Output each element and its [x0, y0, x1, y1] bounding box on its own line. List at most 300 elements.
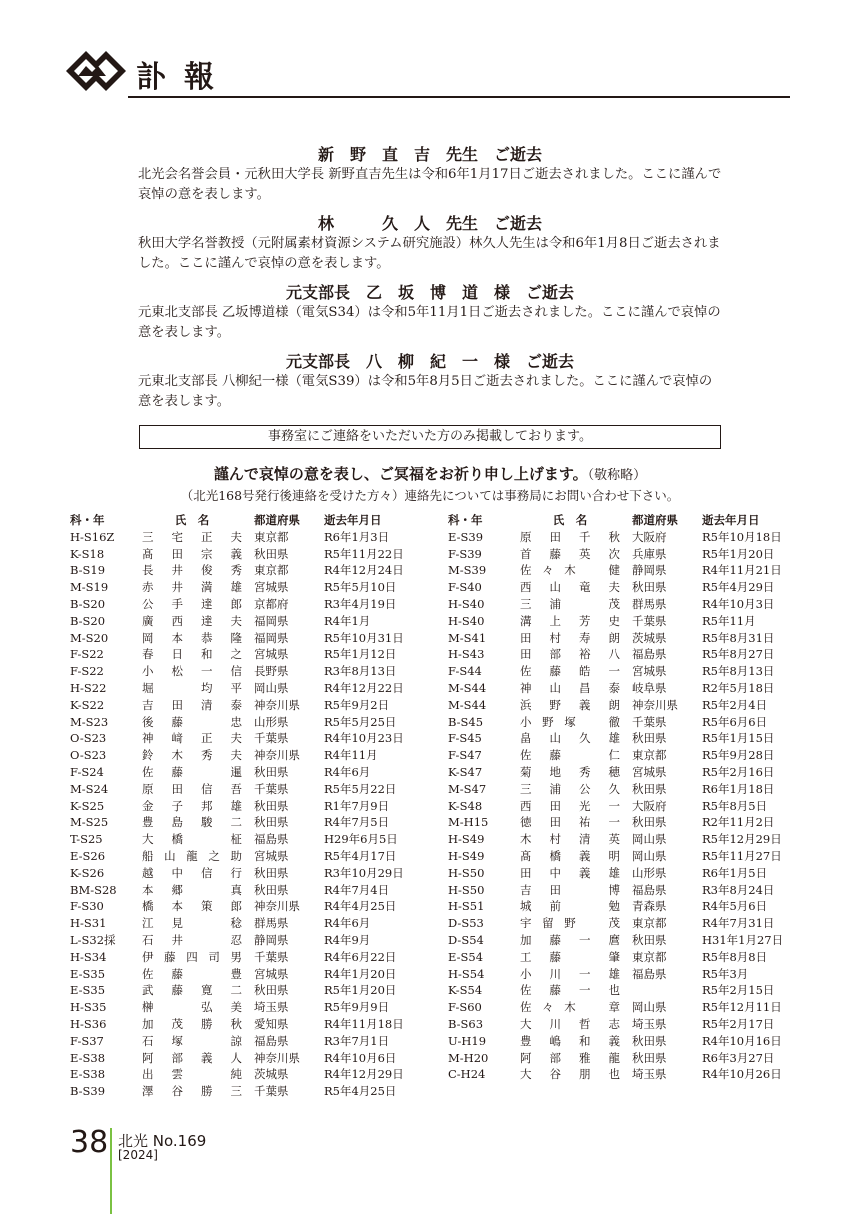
pref-cell: 秋田県 [632, 932, 667, 947]
pref-cell [620, 982, 692, 999]
obituary-table-left [70, 512, 404, 1100]
table-row [70, 1016, 404, 1033]
date-cell: R5年1月15日 [702, 731, 775, 746]
pref-cell: 宮城県 [254, 966, 289, 981]
dept-cell: F-S37 [70, 1033, 104, 1048]
pref-cell: 静岡県 [254, 932, 289, 947]
table-row [448, 999, 783, 1016]
pref-cell: 東京都 [632, 949, 667, 964]
dept-cell: M-S23 [70, 714, 109, 729]
table-row [448, 680, 783, 697]
footer-divider [110, 1128, 112, 1214]
dept-cell: F-S39 [448, 546, 482, 561]
pref-cell: 秋田県 [632, 1033, 667, 1048]
date-cell: R4年1月 [324, 613, 371, 628]
name-cell: 澤谷勝三 [142, 1084, 242, 1099]
table-row [70, 646, 404, 663]
name-cell: 江見 稔 [142, 916, 242, 931]
pref-cell: 群馬県 [632, 596, 667, 611]
name-cell: 武藤寛二 [142, 983, 242, 998]
table-row [448, 949, 783, 966]
date-cell: R4年7月5日 [324, 815, 390, 830]
date-cell: R5年1月20日 [702, 546, 775, 561]
name-cell: 春日和之 [142, 647, 242, 662]
name-cell: 榊 弘美 [142, 1000, 242, 1015]
notice-body: 秋田大学名誉教授（元附属素材資源システム研究施設）林久人先生は令和6年1月8日ご逝去されました。ここに謹んで哀悼の意を表します。 [138, 236, 721, 271]
table-row [70, 865, 404, 882]
table-row [70, 747, 404, 764]
table-row [448, 1033, 783, 1050]
publication-year: [2024] [118, 1148, 158, 1162]
table-row [70, 680, 404, 697]
date-cell: R5年6月6日 [702, 714, 768, 729]
dept-cell: H-S35 [70, 1000, 107, 1015]
header-date: 逝去年月日 [702, 513, 760, 527]
table-row [448, 831, 783, 848]
publication-name: 北光 No.169 [118, 1132, 207, 1150]
dept-cell: O-S23 [70, 748, 107, 763]
dept-cell: E-S35 [70, 983, 106, 998]
dept-cell: F-S40 [448, 580, 482, 595]
page-title: 訃報 [136, 60, 232, 95]
dept-cell: K-S25 [70, 798, 105, 813]
name-cell: 三宅正夫 [142, 529, 242, 544]
dept-cell: F-S47 [448, 748, 482, 763]
name-cell: 石井 忍 [142, 932, 242, 947]
date-cell: R4年1月20日 [324, 966, 397, 981]
table-row [70, 966, 404, 983]
date-cell: R5年3月 [702, 966, 749, 981]
dept-cell: K-S18 [70, 546, 105, 561]
date-cell: R5年9月9日 [324, 1000, 390, 1015]
table-row [70, 831, 404, 848]
date-cell: R1年7月9日 [324, 798, 390, 813]
header-name: 氏 名 [552, 513, 588, 527]
condolence-text: 謹んで哀悼の意を表し、ご冥福をお祈り申し上げます。 [213, 465, 588, 483]
table-row [70, 1033, 404, 1050]
dept-cell: H-S36 [70, 1016, 107, 1031]
date-cell: R4年7月31日 [702, 916, 775, 931]
dept-cell: M-S41 [448, 630, 487, 645]
date-cell: R5年2月17日 [702, 1016, 775, 1031]
table-header-row [448, 512, 783, 529]
header-dept: 科・年 [448, 513, 483, 527]
header-name: 氏 名 [174, 513, 210, 527]
date-cell: R5年9月28日 [702, 748, 775, 763]
pref-cell: 長野県 [254, 664, 289, 679]
name-cell: 本郷 真 [142, 882, 242, 897]
pref-cell: 秋田県 [632, 1050, 667, 1065]
name-cell: 首藤英次 [520, 546, 620, 561]
dept-cell: K-S22 [70, 697, 105, 712]
table-row [448, 898, 783, 915]
name-cell: 後藤 忠 [142, 714, 242, 729]
pref-cell: 京都府 [254, 596, 289, 611]
name-cell: 西田光一 [520, 798, 620, 813]
dept-cell: C-H24 [448, 1067, 486, 1082]
name-cell: 田村寿朗 [520, 630, 620, 645]
notice-body: 北光会名誉会員・元秋田大学長 新野直吉先生は令和6年1月17日ご逝去されました。ここに謹んで哀悼の意を表します。 [138, 167, 722, 202]
table-row [70, 898, 404, 915]
pref-cell: 青森県 [632, 899, 667, 914]
date-cell: R5年10月31日 [324, 630, 404, 645]
table-row [448, 1066, 783, 1083]
notice-title: 元支部長 乙 坂 博 道 様 ご逝去 [285, 283, 574, 302]
date-cell: R6年1月3日 [324, 529, 390, 544]
dept-cell: K-S48 [448, 798, 483, 813]
dept-cell: M-S25 [70, 815, 109, 830]
pref-cell: 秋田県 [254, 764, 289, 779]
date-cell: R4年11月21日 [702, 563, 782, 578]
dept-cell: H-S22 [70, 680, 107, 695]
pref-cell: 福岡県 [254, 613, 289, 628]
table-row [448, 848, 783, 865]
date-cell: R5年1月20日 [324, 983, 397, 998]
table-row [448, 546, 783, 563]
date-cell: R5年12月11日 [702, 1000, 782, 1015]
date-cell: R5年9月2日 [324, 697, 390, 712]
name-cell: 田中義雄 [520, 865, 620, 880]
name-cell: 神﨑正夫 [142, 731, 242, 746]
table-row [70, 814, 404, 831]
table-row [70, 798, 404, 815]
name-cell: 田部裕八 [520, 647, 620, 662]
dept-cell: F-S44 [448, 664, 482, 679]
date-cell: R5年8月13日 [702, 664, 775, 679]
table-row [70, 579, 404, 596]
name-cell: 豊嶋和義 [520, 1033, 620, 1048]
name-cell: 小野塚 徹 [520, 714, 620, 729]
dept-cell: E-S39 [448, 529, 484, 544]
name-cell: 三浦公久 [520, 781, 620, 796]
pref-cell: 秋田県 [632, 781, 667, 796]
name-cell: 徳田祐一 [520, 815, 620, 830]
name-cell: 大橋 柾 [142, 832, 242, 847]
pref-cell: 宮城県 [254, 580, 289, 595]
date-cell: R3年8月24日 [702, 882, 775, 897]
pref-cell: 秋田県 [254, 546, 289, 561]
dept-cell: H-S50 [448, 882, 485, 897]
date-cell: R3年7月1日 [324, 1033, 390, 1048]
date-cell: R6年3月27日 [702, 1050, 775, 1065]
table-row [70, 882, 404, 899]
name-cell: 原田千秋 [520, 529, 620, 544]
dept-cell: T-S25 [70, 832, 103, 847]
pref-cell: 福島県 [632, 647, 667, 662]
pref-cell: 大阪府 [632, 529, 667, 544]
dept-cell: H-S43 [448, 647, 485, 662]
header-pref: 都道府県 [254, 513, 300, 527]
name-cell: 浜野義朗 [520, 697, 620, 712]
table-row [448, 747, 783, 764]
name-cell: 加藤一麿 [520, 932, 620, 947]
date-cell: R4年10月3日 [702, 596, 775, 611]
name-cell: 髙田宗義 [142, 546, 242, 561]
date-cell: R5年4月29日 [702, 580, 775, 595]
pref-cell: 千葉県 [254, 1084, 289, 1099]
table-row [70, 596, 404, 613]
date-cell: R4年12月24日 [324, 563, 404, 578]
pref-cell: 宮城県 [254, 647, 289, 662]
pref-cell: 神奈川県 [254, 697, 300, 712]
table-row [448, 529, 783, 546]
table-row [448, 966, 783, 983]
dept-cell: K-S47 [448, 764, 483, 779]
name-cell: 豊島駿二 [142, 815, 242, 830]
pref-cell: 埼玉県 [632, 1016, 667, 1031]
name-cell: 木村清英 [520, 832, 620, 847]
header-rule [128, 96, 790, 98]
dept-cell: E-S38 [70, 1050, 106, 1065]
dept-cell: B-S20 [70, 596, 106, 611]
pref-cell: 福島県 [632, 882, 667, 897]
table-row [448, 613, 783, 630]
date-cell: R4年6月 [324, 916, 371, 931]
name-cell: 越中信行 [142, 865, 242, 880]
table-row [448, 596, 783, 613]
dept-cell: H-S40 [448, 613, 485, 628]
header-date: 逝去年月日 [324, 513, 382, 527]
table-row [448, 1016, 783, 1033]
table-row [448, 882, 783, 899]
name-cell: 出雲 純 [142, 1067, 242, 1082]
date-cell: R4年10月6日 [324, 1050, 397, 1065]
date-cell: R6年1月18日 [702, 781, 775, 796]
table-row [448, 865, 783, 882]
pref-cell: 茨城県 [254, 1067, 289, 1082]
dept-cell: M-H15 [448, 815, 489, 830]
table-row [70, 848, 404, 865]
date-cell: R4年6月 [324, 764, 371, 779]
date-cell: R5年8月27日 [702, 647, 775, 662]
date-cell: R4年10月26日 [702, 1067, 782, 1082]
date-cell: R5年11月27日 [702, 848, 782, 863]
name-cell: 阿部義人 [142, 1050, 242, 1065]
date-cell: R5年2月4日 [702, 697, 768, 712]
date-cell: R4年11月18日 [324, 1016, 404, 1031]
pref-cell: 岡山県 [632, 1000, 667, 1015]
pref-cell: 秋田県 [254, 798, 289, 813]
table-row [70, 546, 404, 563]
dept-cell: H-S50 [448, 865, 485, 880]
table-row [70, 630, 404, 647]
name-cell: 加茂勝秋 [142, 1016, 242, 1031]
dept-cell: H-S34 [70, 949, 107, 964]
name-cell: 阿部雅龍 [520, 1050, 620, 1065]
date-cell: R4年12月29日 [324, 1067, 404, 1082]
name-cell: 小川一雄 [520, 966, 620, 981]
date-cell: R5年8月5日 [702, 798, 768, 813]
table-row [70, 999, 404, 1016]
name-cell: 畠山久雄 [520, 731, 620, 746]
dept-cell: B-S39 [70, 1084, 106, 1099]
name-cell: 三浦 茂 [520, 596, 620, 611]
dept-cell: M-S24 [70, 781, 109, 796]
pref-cell: 兵庫県 [632, 546, 667, 561]
table-header-row [70, 512, 404, 529]
date-cell: R5年8月31日 [702, 630, 775, 645]
table-row [448, 646, 783, 663]
table-row [448, 1050, 783, 1067]
date-cell: R5年2月15日 [702, 983, 775, 998]
table-row [448, 982, 783, 999]
pref-cell: 神奈川県 [254, 899, 300, 914]
pref-cell: 秋田県 [254, 882, 289, 897]
dept-cell: B-S19 [70, 563, 106, 578]
dept-cell: F-S30 [70, 899, 104, 914]
table-row [448, 630, 783, 647]
date-cell: R4年12月22日 [324, 680, 404, 695]
name-cell: 長井俊秀 [142, 563, 242, 578]
dept-cell: M-S44 [448, 680, 487, 695]
name-cell: 堀 均平 [142, 680, 242, 695]
table-row [448, 730, 783, 747]
date-cell: R5年4月25日 [324, 1084, 397, 1099]
pref-cell: 福島県 [254, 1033, 289, 1048]
table-row [448, 932, 783, 949]
notice-title: 新 野 直 吉 先生 ご逝去 [317, 145, 542, 164]
date-cell: R5年11月 [702, 613, 756, 628]
contact-info-note: （北光168号発行後連絡を受けた方々）連絡先については事務局にお問い合わせ下さい。 [180, 488, 680, 503]
header-pref: 都道府県 [632, 513, 678, 527]
name-cell: 工藤 肇 [520, 949, 620, 964]
dept-cell: U-H19 [448, 1033, 487, 1048]
dept-cell: F-S60 [448, 1000, 482, 1015]
table-row [70, 764, 404, 781]
keisho-note: （敬称略） [587, 468, 647, 483]
dept-cell: B-S20 [70, 613, 106, 628]
notice-title: 林 久 人 先生 ご逝去 [317, 214, 542, 233]
pref-cell: 秋田県 [254, 983, 289, 998]
date-cell: R5年5月10日 [324, 580, 397, 595]
pref-cell: 埼玉県 [254, 1000, 289, 1015]
table-row [70, 915, 404, 932]
dept-cell: H-S54 [448, 966, 485, 981]
name-cell: 神山昌泰 [520, 680, 620, 695]
notice-body: 元東北支部長 乙坂博道様（電気S34）は令和5年11月1日ご逝去されました。ここに謹んで哀悼の意を表します。 [138, 305, 721, 340]
dept-cell: E-S35 [70, 966, 106, 981]
pref-cell: 秋田県 [632, 815, 667, 830]
name-cell: 溝上芳史 [520, 613, 620, 628]
name-cell: 佐藤 暹 [142, 764, 242, 779]
pref-cell: 東京都 [632, 916, 667, 931]
table-row [70, 949, 404, 966]
table-row [448, 579, 783, 596]
table-row [448, 764, 783, 781]
pref-cell: 山形県 [254, 714, 289, 729]
pref-cell: 福島県 [632, 966, 667, 981]
dept-cell: D-S53 [448, 916, 484, 931]
dept-cell: H-S49 [448, 832, 485, 847]
name-cell: 髙橋義明 [520, 848, 620, 863]
date-cell: R4年10月23日 [324, 731, 404, 746]
dept-cell: M-S47 [448, 781, 487, 796]
obituary-table-right [448, 512, 783, 1083]
pref-cell: 大阪府 [632, 798, 667, 813]
dept-cell: F-S45 [448, 731, 482, 746]
name-cell: 佐藤一也 [520, 983, 620, 998]
name-cell: 金子邦雄 [142, 798, 242, 813]
table-row [70, 1066, 404, 1083]
pref-cell: 千葉県 [254, 949, 289, 964]
table-row [448, 663, 783, 680]
pref-cell: 岐阜県 [632, 680, 667, 695]
pref-cell: 岡山県 [254, 680, 289, 695]
name-cell: 佐藤 豊 [142, 966, 242, 981]
pref-cell: 茨城県 [632, 630, 667, 645]
date-cell: R5年12月29日 [702, 832, 782, 847]
pref-cell: 神奈川県 [254, 748, 300, 763]
pref-cell: 東京都 [632, 748, 667, 763]
page-number: 38 [70, 1125, 109, 1160]
name-cell: 岡本恭隆 [142, 630, 242, 645]
dept-cell: H-S40 [448, 596, 485, 611]
condolence-heading [138, 463, 722, 484]
name-cell: 吉田清泰 [142, 697, 242, 712]
name-cell: 大川哲志 [520, 1016, 620, 1031]
date-cell: R2年11月2日 [702, 815, 775, 830]
notice-body: 元東北支部長 八柳紀一様（電気S39）は令和5年8月5日ご逝去されました。ここに謹んで哀悼の意を表します。 [138, 374, 713, 409]
pref-cell: 静岡県 [632, 563, 667, 578]
pref-cell: 千葉県 [254, 731, 289, 746]
table-row [70, 932, 404, 949]
dept-cell: F-S22 [70, 647, 104, 662]
date-cell: H29年6月5日 [324, 832, 398, 847]
name-cell: 伊藤四司男 [142, 949, 242, 964]
pref-cell: 千葉県 [254, 781, 289, 796]
pref-cell: 岡山県 [632, 832, 667, 847]
name-cell: 赤井満雄 [142, 580, 242, 595]
name-cell: 佐藤 仁 [520, 748, 620, 763]
date-cell: R3年4月19日 [324, 596, 397, 611]
date-cell: R5年5月22日 [324, 781, 397, 796]
pref-cell: 埼玉県 [632, 1067, 667, 1082]
dept-cell: H-S16Z [70, 529, 115, 544]
name-cell: 橋本策郎 [142, 899, 242, 914]
dept-cell: O-S23 [70, 731, 107, 746]
name-cell: 原田信吾 [142, 781, 242, 796]
date-cell: R4年5月6日 [702, 899, 768, 914]
dept-cell: F-S24 [70, 764, 104, 779]
name-cell: 菊地秀穂 [520, 764, 620, 779]
date-cell: R4年4月25日 [324, 899, 397, 914]
header-dept: 科・年 [70, 513, 105, 527]
pref-cell: 東京都 [254, 563, 289, 578]
dept-cell: E-S54 [448, 949, 484, 964]
date-cell: R4年9月 [324, 932, 371, 947]
dept-cell: K-S26 [70, 865, 105, 880]
notice-title: 元支部長 八 柳 紀 一 様 ご逝去 [285, 352, 574, 371]
table-row [448, 562, 783, 579]
table-row [70, 1050, 404, 1067]
pref-cell: 秋田県 [254, 865, 289, 880]
table-row [70, 697, 404, 714]
date-cell: R4年6月22日 [324, 949, 397, 964]
date-cell: R3年8月13日 [324, 664, 397, 679]
table-row [448, 915, 783, 932]
dept-cell: M-H20 [448, 1050, 489, 1065]
table-row [70, 730, 404, 747]
pref-cell: 秋田県 [632, 580, 667, 595]
table-row [70, 1083, 404, 1100]
pref-cell: 秋田県 [632, 731, 667, 746]
date-cell: R6年1月5日 [702, 865, 768, 880]
table-row [70, 982, 404, 999]
date-cell: R5年2月16日 [702, 764, 775, 779]
name-cell: 大谷朋也 [520, 1067, 620, 1082]
pref-cell: 群馬県 [254, 916, 289, 931]
table-row [448, 798, 783, 815]
